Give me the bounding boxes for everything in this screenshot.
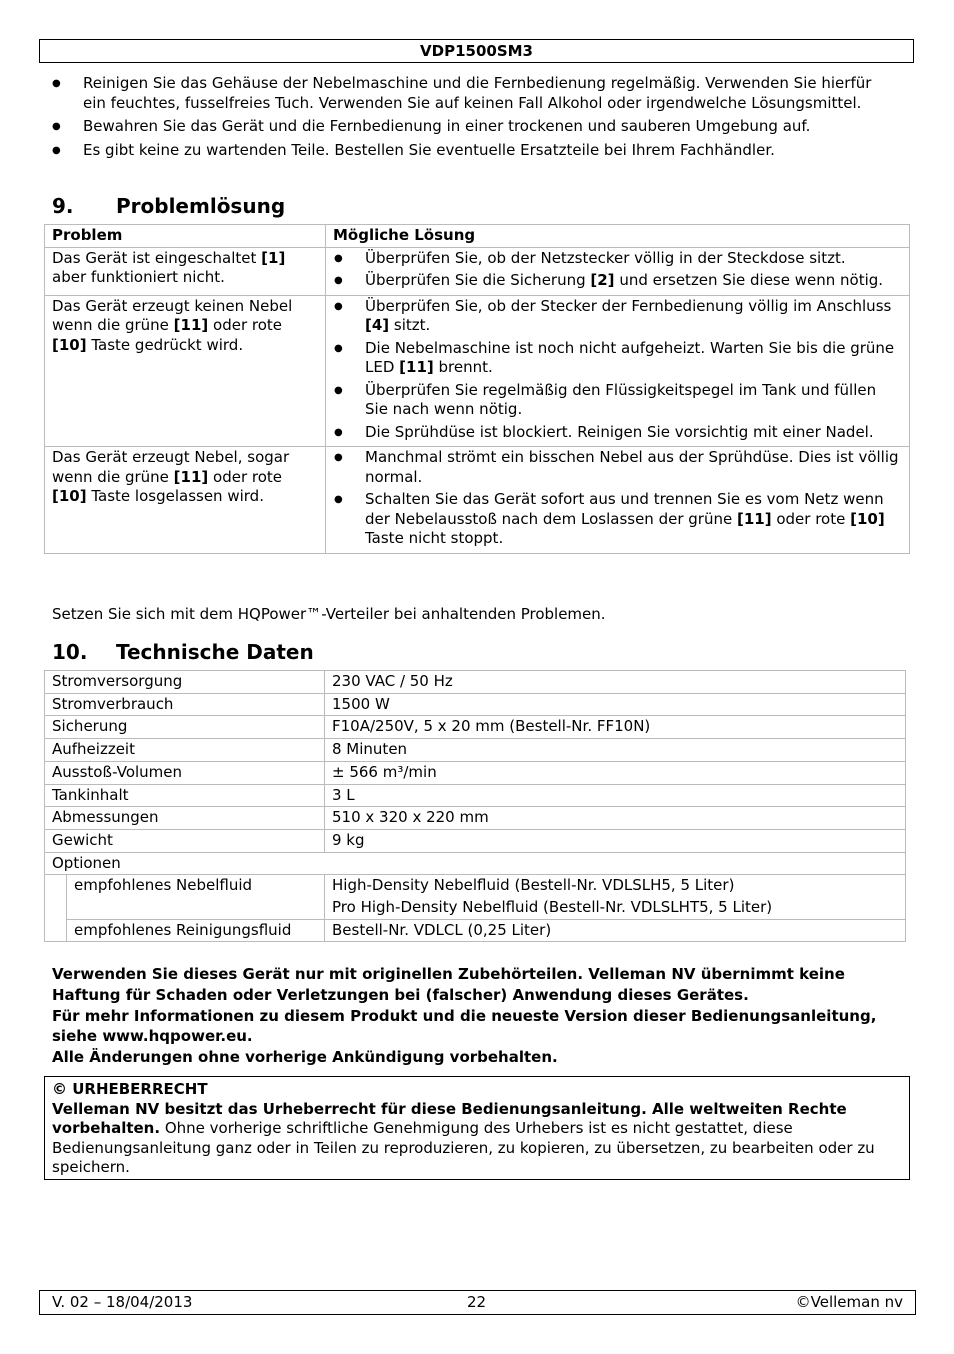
table-row bbox=[45, 919, 906, 942]
section-number: 10. bbox=[52, 640, 88, 664]
spec-value: 510 x 320 x 220 mm bbox=[325, 807, 906, 830]
solution-cell bbox=[326, 247, 910, 295]
list-item: ● Überprüfen Sie, ob der Netzstecker völlig in der Steckdose sitzt. bbox=[333, 249, 902, 269]
list-item: ● Die Nebelmaschine ist noch nicht aufgeheizt. Warten Sie bis die grüne LED [11] brennt. bbox=[333, 339, 902, 378]
spec-label: Stromversorgung bbox=[45, 671, 325, 694]
list-item: ● Überprüfen Sie, ob der Stecker der Fernbedienung völlig im Anschluss [4] sitzt. bbox=[333, 297, 902, 336]
table-row bbox=[45, 739, 906, 762]
section-heading-specs bbox=[52, 640, 314, 664]
table-row bbox=[45, 784, 906, 807]
table-row bbox=[45, 247, 910, 295]
page-number: 22 bbox=[467, 1293, 487, 1311]
problem-cell: Das Gerät ist eingeschaltet [1] aber funktioniert nicht. bbox=[45, 247, 326, 295]
table-row bbox=[45, 716, 906, 739]
table-row bbox=[45, 693, 906, 716]
spec-label: Aufheizzeit bbox=[45, 739, 325, 762]
spec-value: High-Density Nebelfluid (Bestell-Nr. VDLSLH5, 5 Liter) Pro High-Density Nebelfluid (Bestell-Nr. VDLSLHT5, 5 Liter) bbox=[325, 875, 906, 919]
section-title: Technische Daten bbox=[116, 640, 314, 664]
model-name: VDP1500SM3 bbox=[420, 42, 533, 60]
spec-label: empfohlenes Reinigungsfluid bbox=[67, 919, 325, 942]
copyright-box bbox=[44, 1076, 910, 1180]
table-row bbox=[45, 807, 906, 830]
spec-value: ± 566 m³/min bbox=[325, 761, 906, 784]
problem-cell: Das Gerät erzeugt keinen Nebel wenn die grüne [11] oder rote [10] Taste gedrückt wird. bbox=[45, 295, 326, 447]
section-number: 9. bbox=[52, 194, 74, 218]
table-row bbox=[45, 875, 906, 919]
spec-value: 8 Minuten bbox=[325, 739, 906, 762]
spec-value: 9 kg bbox=[325, 829, 906, 852]
note-more-info: Für mehr Informationen zu diesem Produkt und die neueste Version dieser Bedienungsanleitung, siehe www.hqpower.eu. bbox=[52, 1006, 877, 1046]
note-accessories: Verwenden Sie dieses Gerät nur mit originellen Zubehörteilen. Velleman NV übernimmt keine Haftung für Schaden oder Verletzungen bei (falscher) Anwendung dieses Gerätes. bbox=[52, 965, 845, 1004]
table-row bbox=[45, 295, 910, 447]
list-item: ● Es gibt keine zu wartenden Teile. Bestellen Sie eventuelle Ersatzteile bei Ihrem Fachhändler. bbox=[52, 141, 882, 161]
options-indent bbox=[45, 875, 67, 942]
solution-cell bbox=[326, 295, 910, 447]
spec-label: Abmessungen bbox=[45, 807, 325, 830]
spec-label: Tankinhalt bbox=[45, 784, 325, 807]
section-title: Problemlösung bbox=[116, 194, 286, 218]
footer-version: V. 02 – 18/04/2013 bbox=[52, 1293, 193, 1311]
page-footer bbox=[39, 1290, 916, 1315]
spec-label: Ausstoß-Volumen bbox=[45, 761, 325, 784]
spec-value: 1500 W bbox=[325, 693, 906, 716]
list-item: ● Reinigen Sie das Gehäuse der Nebelmaschine und die Fernbedienung regelmäßig. Verwenden Sie hierfür ein feuchtes, fusselfreies Tuch. Verwenden Sie auf keinen Fall Alkohol oder irgendwelche Lösungsmittel. bbox=[52, 74, 882, 113]
spec-value: 3 L bbox=[325, 784, 906, 807]
column-header-solution: Mögliche Lösung bbox=[326, 225, 910, 248]
usage-notes bbox=[52, 964, 907, 1068]
table-header-row bbox=[45, 225, 910, 248]
list-item: ● Überprüfen Sie die Sicherung [2] und ersetzen Sie diese wenn nötig. bbox=[333, 271, 902, 291]
copyright-text: Velleman NV besitzt das Urheberrecht für diese Bedienungsanleitung. Alle weltweiten Rechte vorbehalten. Ohne vorherige schriftliche Genehmigung des Urhebers ist es nicht gestattet, diese Bedienungsanleitung ganz oder in Teilen zu reproduzieren, zu kopieren, zu übersetzen, zu bearbeiten oder zu speichern. bbox=[52, 1099, 875, 1176]
table-row bbox=[45, 671, 906, 694]
care-bullet-list bbox=[52, 74, 882, 164]
spec-label: Sicherung bbox=[45, 716, 325, 739]
copyright-heading: © URHEBERRECHT bbox=[52, 1080, 208, 1098]
list-item: ● Die Sprühdüse ist blockiert. Reinigen Sie vorsichtig mit einer Nadel. bbox=[333, 423, 902, 443]
spec-value: F10A/250V, 5 x 20 mm (Bestell-Nr. FF10N) bbox=[325, 716, 906, 739]
troubleshooting-footnote: Setzen Sie sich mit dem HQPower™-Verteiler bei anhaltenden Problemen. bbox=[52, 605, 606, 623]
list-item: ● Schalten Sie das Gerät sofort aus und trennen Sie es vom Netz wenn der Nebelausstoß nach dem Loslassen der grüne [11] oder rote [10] Taste nicht stoppt. bbox=[333, 490, 902, 549]
spec-value: 230 VAC / 50 Hz bbox=[325, 671, 906, 694]
column-header-problem: Problem bbox=[45, 225, 326, 248]
list-item: ● Überprüfen Sie regelmäßig den Flüssigkeitspegel im Tank und füllen Sie nach wenn nötig. bbox=[333, 381, 902, 420]
table-row bbox=[45, 761, 906, 784]
specs-table bbox=[44, 670, 906, 942]
list-item: ● Bewahren Sie das Gerät und die Fernbedienung in einer trockenen und sauberen Umgebung auf. bbox=[52, 117, 882, 137]
document-header bbox=[39, 39, 914, 63]
spec-label: Gewicht bbox=[45, 829, 325, 852]
options-label: Optionen bbox=[45, 852, 906, 875]
solution-cell bbox=[326, 447, 910, 554]
table-row bbox=[45, 852, 906, 875]
spec-label: Stromverbrauch bbox=[45, 693, 325, 716]
list-item: ● Manchmal strömt ein bisschen Nebel aus der Sprühdüse. Dies ist völlig normal. bbox=[333, 448, 902, 487]
troubleshooting-table bbox=[44, 224, 910, 554]
table-row bbox=[45, 447, 910, 554]
table-row bbox=[45, 829, 906, 852]
section-heading-troubleshooting bbox=[52, 194, 285, 218]
problem-cell: Das Gerät erzeugt Nebel, sogar wenn die grüne [11] oder rote [10] Taste losgelassen wird. bbox=[45, 447, 326, 554]
spec-label: empfohlenes Nebelfluid bbox=[67, 875, 325, 919]
footer-company: ©Velleman nv bbox=[795, 1293, 903, 1311]
spec-value: Bestell-Nr. VDLCL (0,25 Liter) bbox=[325, 919, 906, 942]
note-changes: Alle Änderungen ohne vorherige Ankündigung vorbehalten. bbox=[52, 1048, 558, 1067]
